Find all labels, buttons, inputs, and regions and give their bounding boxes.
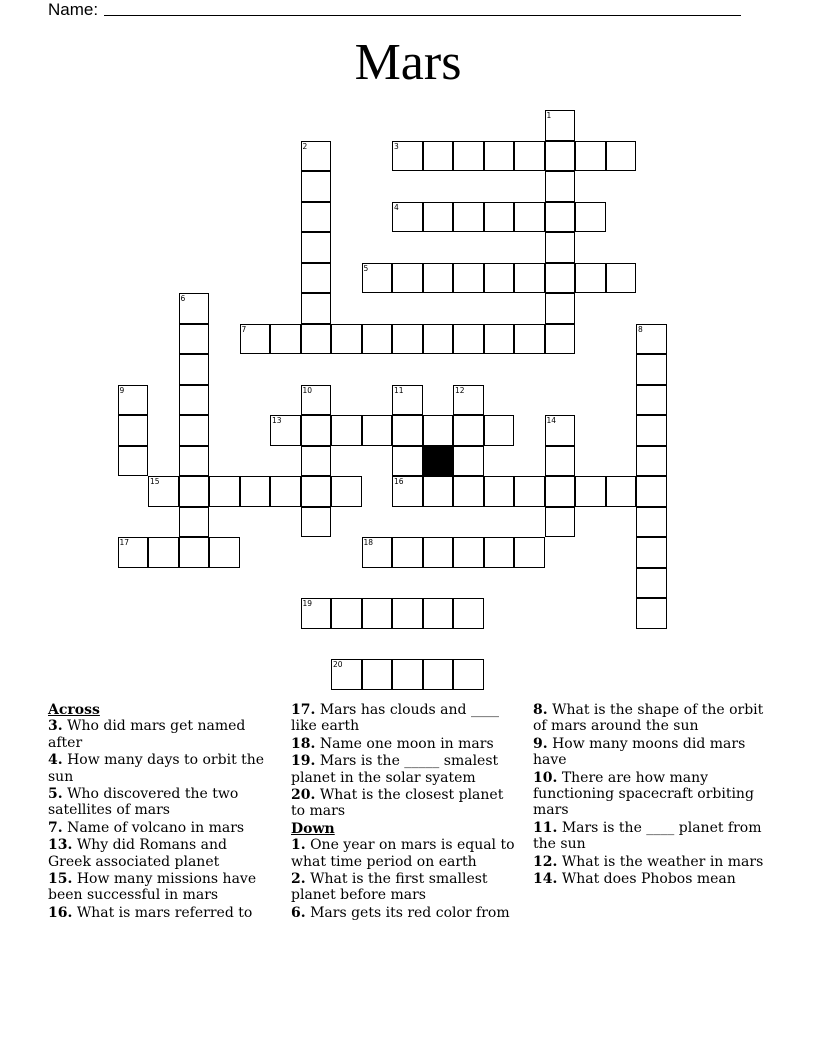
crossword-cell[interactable] [453, 476, 484, 507]
cell-number: 6 [180, 294, 186, 303]
crossword-cell[interactable] [453, 141, 484, 172]
crossword-cell[interactable] [301, 141, 332, 172]
crossword-cell[interactable] [484, 202, 515, 233]
crossword-cell[interactable] [331, 476, 362, 507]
clue-number: 5. [48, 786, 63, 803]
crossword-cell[interactable] [209, 476, 240, 507]
crossword-cell[interactable] [301, 232, 332, 263]
crossword-cell[interactable] [636, 598, 667, 629]
clue-number: 13. [48, 837, 73, 854]
name-label: Name: [48, 0, 99, 19]
crossword-cell[interactable] [545, 476, 576, 507]
crossword-cell[interactable] [179, 476, 210, 507]
crossword-cell[interactable] [362, 415, 393, 446]
crossword-cell[interactable] [606, 141, 637, 172]
crossword-cell[interactable] [301, 293, 332, 324]
clue-text: Who did mars get named after [48, 718, 246, 751]
clue-text: What is the first smallest planet before mars [291, 871, 488, 904]
crossword-cell[interactable] [636, 415, 667, 446]
crossword-cell[interactable] [514, 202, 545, 233]
crossword-cell[interactable] [575, 263, 606, 294]
clue-down-11 [533, 820, 768, 853]
crossword-cell[interactable] [606, 263, 637, 294]
down-heading: Down [291, 820, 335, 837]
crossword-cell[interactable] [453, 598, 484, 629]
crossword-cell[interactable] [484, 537, 515, 568]
crossword-cell[interactable] [362, 537, 393, 568]
cell-number: 9 [119, 385, 125, 395]
clue-number: 17. [291, 702, 316, 718]
clue-number: 2. [291, 871, 306, 888]
clues-column-1 [48, 702, 273, 922]
crossword-cell[interactable] [301, 263, 332, 294]
crossword-cell[interactable] [392, 324, 423, 355]
crossword-cell[interactable] [636, 568, 667, 599]
clue-text: What is mars referred to [76, 904, 253, 921]
crossword-cell[interactable] [636, 385, 667, 416]
crossword-cell[interactable] [453, 537, 484, 568]
crossword-cell[interactable] [636, 507, 667, 538]
clue-number: 19. [291, 753, 316, 770]
cell-number: 19 [302, 599, 313, 608]
crossword-cell[interactable] [209, 537, 240, 568]
cell-number: 4 [394, 202, 399, 212]
crossword-cell[interactable] [514, 476, 545, 507]
clue-number: 10. [533, 769, 558, 786]
clue-text: How many moons did mars have [533, 735, 746, 769]
clue-across-18 [291, 736, 516, 752]
clue-number: 11. [533, 819, 558, 836]
crossword-cell[interactable] [514, 141, 545, 172]
clue-number: 8. [533, 702, 548, 718]
clue-text: What is the shape of the orbit of mars around the sun [533, 702, 764, 735]
crossword-cell[interactable] [392, 141, 423, 172]
crossword-cell[interactable] [636, 476, 667, 507]
clue-down-10 [533, 770, 768, 819]
crossword-cell[interactable] [392, 659, 423, 690]
crossword-cell[interactable] [423, 476, 454, 507]
crossword-cell[interactable] [453, 202, 484, 233]
crossword-cell[interactable] [575, 202, 606, 233]
crossword-cell[interactable] [179, 446, 210, 477]
crossword-cell[interactable] [636, 324, 667, 355]
clue-text: Mars gets its red color from [310, 904, 510, 921]
crossword-cell[interactable] [392, 446, 423, 477]
crossword-cell[interactable] [362, 324, 393, 355]
clue-down-12 [533, 854, 768, 870]
crossword-cell[interactable] [453, 385, 484, 416]
crossword-cell[interactable] [392, 263, 423, 294]
clue-number: 16. [48, 904, 73, 921]
crossword-cell[interactable] [423, 202, 454, 233]
crossword-cell[interactable] [270, 415, 301, 446]
cell-number: 12 [455, 385, 465, 395]
clue-across-5 [48, 786, 273, 819]
crossword-cell[interactable] [545, 232, 576, 263]
across-heading: Across [48, 702, 100, 718]
clue-number: 18. [291, 735, 316, 752]
crossword-cell[interactable] [636, 354, 667, 385]
crossword-cell[interactable] [484, 141, 515, 172]
crossword-cell[interactable] [636, 446, 667, 477]
crossword-cell[interactable] [484, 263, 515, 294]
crossword-cell[interactable] [636, 537, 667, 568]
crossword-cell[interactable] [453, 446, 484, 477]
cell-number: 7 [241, 324, 247, 334]
crossword-cell[interactable] [179, 293, 210, 324]
crossword-cell[interactable] [118, 385, 149, 416]
clue-text: What does Phobos mean [561, 871, 736, 888]
crossword-cell[interactable] [575, 476, 606, 507]
crossword-cell[interactable] [575, 141, 606, 172]
crossword-cell[interactable] [423, 324, 454, 355]
clue-text: One year on mars is equal to what time period on earth [291, 837, 515, 870]
crossword-cell[interactable] [606, 476, 637, 507]
crossword-cell[interactable] [392, 537, 423, 568]
crossword-cell[interactable] [453, 659, 484, 690]
clue-text: What is the weather in mars [561, 853, 764, 870]
crossword-cell[interactable] [545, 446, 576, 477]
clue-text: What is the closest planet to mars [291, 787, 504, 820]
clues-column-3 [533, 702, 768, 888]
clue-across-20 [291, 787, 516, 820]
clue-across-4 [48, 752, 273, 785]
crossword-cell[interactable] [301, 598, 332, 629]
crossword-cell[interactable] [301, 385, 332, 416]
crossword-cell[interactable] [118, 537, 149, 568]
crossword-cell[interactable] [148, 476, 179, 507]
clue-down-2 [291, 871, 516, 904]
cell-number: 14 [546, 416, 557, 425]
crossword-cell[interactable] [545, 324, 576, 355]
crossword-cell[interactable] [240, 324, 271, 355]
crossword-cell[interactable] [545, 110, 576, 141]
clue-number: 9. [533, 735, 548, 752]
clue-down-8 [533, 702, 768, 735]
crossword-cell[interactable] [514, 324, 545, 355]
cell-number: 20 [333, 660, 343, 669]
cell-number: 8 [638, 324, 643, 334]
crossword-cell[interactable] [453, 263, 484, 294]
crossword-cell[interactable] [392, 598, 423, 629]
crossword-black-cell [423, 446, 454, 477]
crossword-cell[interactable] [331, 598, 362, 629]
clue-across-13 [48, 837, 273, 870]
clue-text: How many missions have been successful in mars [48, 871, 257, 904]
crossword-cell[interactable] [545, 293, 576, 324]
clue-across-19 [291, 753, 516, 786]
crossword-cell[interactable] [179, 537, 210, 568]
crossword-cell[interactable] [301, 446, 332, 477]
clue-number: 12. [533, 853, 558, 870]
crossword-cell[interactable] [362, 659, 393, 690]
crossword-cell[interactable] [118, 415, 149, 446]
cell-number: 5 [363, 263, 369, 273]
crossword-cell[interactable] [270, 324, 301, 355]
clue-text: Mars is the _____ smalest planet in the solar syatem [291, 753, 499, 786]
crossword-cell[interactable] [423, 537, 454, 568]
clue-text: Who discovered the two satellites of mars [48, 786, 239, 819]
crossword-cell[interactable] [179, 415, 210, 446]
crossword-cell[interactable] [362, 598, 393, 629]
crossword-cell[interactable] [301, 171, 332, 202]
crossword-cell[interactable] [301, 324, 332, 355]
clue-across-17 [291, 702, 516, 735]
crossword-cell[interactable] [392, 415, 423, 446]
crossword-cell[interactable] [392, 202, 423, 233]
crossword-cell[interactable] [453, 415, 484, 446]
crossword-cell[interactable] [362, 263, 393, 294]
clue-number: 15. [48, 871, 73, 888]
clue-across-3 [48, 718, 273, 751]
cell-number: 13 [272, 416, 282, 425]
cell-number: 1 [546, 111, 552, 120]
clue-text: Mars has clouds and ____ like earth [291, 702, 499, 735]
clue-across-16 [48, 905, 273, 921]
crossword-cell[interactable] [514, 537, 545, 568]
cell-number: 15 [150, 477, 160, 486]
crossword-cell[interactable] [301, 476, 332, 507]
cell-number: 11 [394, 385, 404, 395]
crossword-cell[interactable] [301, 415, 332, 446]
clue-number: 7. [48, 819, 63, 836]
clue-number: 1. [291, 837, 306, 854]
crossword-cell[interactable] [331, 324, 362, 355]
cell-number: 2 [302, 141, 308, 151]
page-title: Mars [354, 34, 462, 91]
clue-text: Mars is the ____ planet from the sun [533, 819, 762, 853]
clue-across-15 [48, 871, 273, 904]
clue-text: Name one moon in mars [319, 735, 494, 752]
crossword-cell[interactable] [423, 659, 454, 690]
crossword-cell[interactable] [545, 202, 576, 233]
crossword-cell[interactable] [179, 324, 210, 355]
clue-number: 4. [48, 752, 63, 769]
clue-number: 20. [291, 787, 316, 804]
clue-down-14 [533, 871, 768, 887]
clue-number: 14. [533, 871, 558, 888]
crossword-cell[interactable] [484, 476, 515, 507]
clue-number: 6. [291, 904, 306, 921]
cell-number: 16 [394, 477, 404, 486]
crossword-cell[interactable] [545, 171, 576, 202]
clue-text: Name of volcano in mars [67, 819, 245, 836]
crossword-cell[interactable] [423, 598, 454, 629]
crossword-cell[interactable] [148, 537, 179, 568]
crossword-cell[interactable] [331, 415, 362, 446]
crossword-cell[interactable] [423, 263, 454, 294]
clue-text: Why did Romans and Greek associated planet [48, 837, 227, 870]
crossword-cell[interactable] [484, 415, 515, 446]
clue-down-6 [291, 905, 516, 921]
clue-text: There are how many functioning spacecraft orbiting mars [533, 769, 754, 819]
crossword-cell[interactable] [270, 476, 301, 507]
crossword-cell[interactable] [240, 476, 271, 507]
crossword-cell[interactable] [453, 324, 484, 355]
crossword-cell[interactable] [423, 141, 454, 172]
crossword-cell[interactable] [545, 263, 576, 294]
crossword-cell[interactable] [301, 507, 332, 538]
crossword-cell[interactable] [545, 415, 576, 446]
crossword-cell[interactable] [118, 446, 149, 477]
clue-across-7 [48, 820, 273, 836]
crossword-cell[interactable] [423, 415, 454, 446]
crossword-cell[interactable] [514, 263, 545, 294]
cell-number: 3 [394, 141, 399, 151]
cell-number: 10 [302, 385, 313, 395]
crossword-cell[interactable] [179, 507, 210, 538]
crossword-cell[interactable] [392, 476, 423, 507]
clue-down-1 [291, 837, 516, 870]
crossword-cell[interactable] [301, 202, 332, 233]
crossword-cell[interactable] [545, 141, 576, 172]
crossword-cell[interactable] [331, 659, 362, 690]
clue-text: How many days to orbit the sun [48, 752, 265, 785]
crossword-cell[interactable] [484, 324, 515, 355]
crossword-cell[interactable] [545, 507, 576, 538]
clues-column-2 [291, 702, 516, 922]
clue-down-9 [533, 736, 768, 769]
cell-number: 18 [363, 538, 374, 547]
crossword-cell[interactable] [392, 385, 423, 416]
cell-number: 17 [119, 538, 130, 547]
crossword-cell[interactable] [179, 385, 210, 416]
crossword-cell[interactable] [179, 354, 210, 385]
clue-number: 3. [48, 718, 63, 735]
